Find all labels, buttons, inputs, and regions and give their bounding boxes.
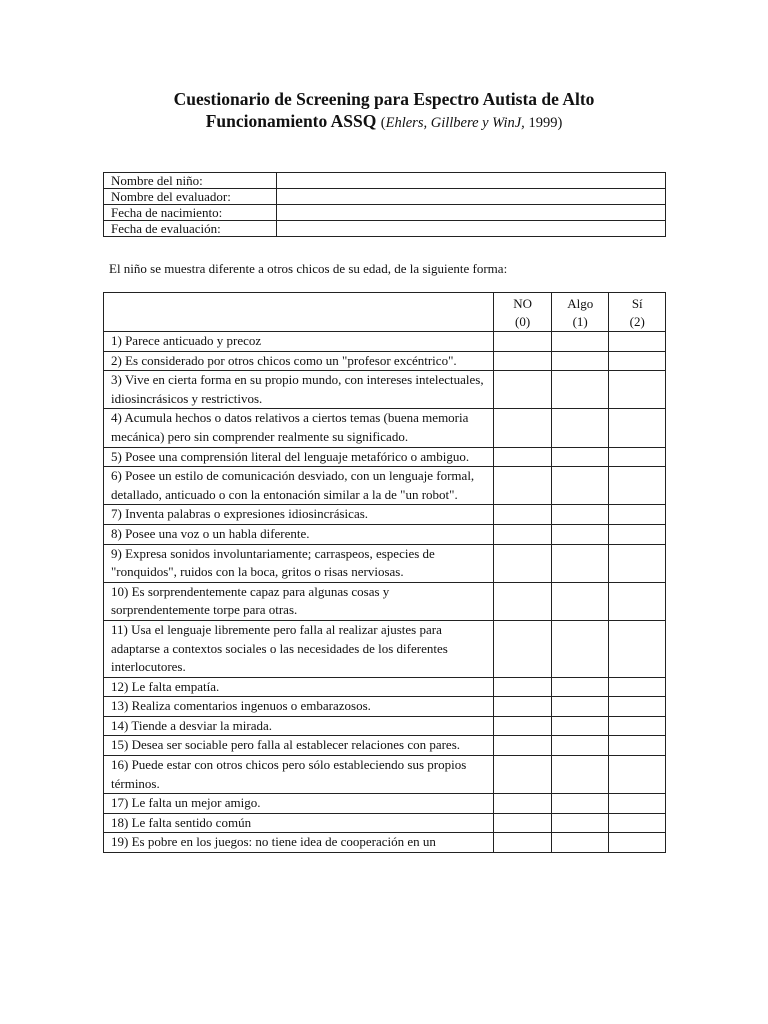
answer-cell-no[interactable] [494,736,552,756]
answer-cell-no[interactable] [494,677,552,697]
title-line-2 [0,110,768,134]
question-text: 13) Realiza comentarios ingenuos o embarazosos. [104,697,494,717]
info-row [104,205,666,221]
question-text: 12) Le falta empatía. [104,677,494,697]
question-row [104,332,666,352]
question-text: 19) Es pobre en los juegos: no tiene idea de cooperación en un [104,833,494,853]
question-row [104,736,666,756]
question-text: 10) Es sorprendentemente capaz para algunas cosas y sorprendentemente torpe para otras. [104,582,494,620]
answer-cell-si[interactable] [609,716,666,736]
info-value-field[interactable] [277,189,666,205]
question-text: 4) Acumula hechos o datos relativos a ciertos temas (buena memoria mecánica) pero sin comprender realmente su significado. [104,409,494,447]
answer-cell-no[interactable] [494,447,552,467]
answer-cell-algo[interactable] [551,409,609,447]
question-text: 16) Puede estar con otros chicos pero sólo estableciendo sus propios términos. [104,756,494,794]
answer-cell-si[interactable] [609,524,666,544]
citation-authors: Ehlers, Gillbere y WinJ, [385,115,525,131]
question-text: 1) Parece anticuado y precoz [104,332,494,352]
answer-cell-algo[interactable] [551,505,609,525]
answer-cell-si[interactable] [609,371,666,409]
document-title [0,88,768,134]
column-header-no: NO (0) [494,293,552,332]
answer-cell-algo[interactable] [551,544,609,582]
answer-cell-algo[interactable] [551,351,609,371]
answer-cell-no[interactable] [494,716,552,736]
answer-cell-no[interactable] [494,833,552,853]
answer-cell-algo[interactable] [551,467,609,505]
info-label: Nombre del evaluador: [104,189,277,205]
info-row [104,173,666,189]
question-text: 2) Es considerado por otros chicos como un "profesor excéntrico". [104,351,494,371]
answer-cell-si[interactable] [609,447,666,467]
answer-cell-si[interactable] [609,351,666,371]
answer-cell-algo[interactable] [551,833,609,853]
info-label: Fecha de evaluación: [104,221,277,237]
answer-cell-no[interactable] [494,524,552,544]
question-row [104,716,666,736]
question-text: 9) Expresa sonidos involuntariamente; carraspeos, especies de "ronquidos", ruidos con la boca, gritos o risas nerviosas. [104,544,494,582]
column-header-si: Sí (2) [609,293,666,332]
answer-cell-no[interactable] [494,467,552,505]
answer-cell-algo[interactable] [551,813,609,833]
answer-cell-no[interactable] [494,813,552,833]
answer-cell-algo[interactable] [551,736,609,756]
question-text: 14) Tiende a desviar la mirada. [104,716,494,736]
column-header-algo: Algo (1) [551,293,609,332]
info-value-field[interactable] [277,173,666,189]
question-text: 18) Le falta sentido común [104,813,494,833]
question-row [104,813,666,833]
answer-cell-algo[interactable] [551,620,609,677]
info-table [103,172,666,237]
answer-cell-algo[interactable] [551,794,609,814]
answer-cell-si[interactable] [609,736,666,756]
question-text: 15) Desea ser sociable pero falla al establecer relaciones con pares. [104,736,494,756]
question-header [104,293,494,332]
question-row [104,505,666,525]
answer-cell-no[interactable] [494,620,552,677]
answer-cell-si[interactable] [609,813,666,833]
question-row [104,524,666,544]
answer-cell-no[interactable] [494,582,552,620]
answer-cell-algo[interactable] [551,756,609,794]
answer-cell-algo[interactable] [551,677,609,697]
answer-cell-si[interactable] [609,697,666,717]
answer-cell-algo[interactable] [551,332,609,352]
question-row [104,833,666,853]
question-row [104,544,666,582]
answer-cell-si[interactable] [609,582,666,620]
answer-cell-no[interactable] [494,351,552,371]
info-row [104,221,666,237]
answer-cell-si[interactable] [609,332,666,352]
answer-cell-algo[interactable] [551,582,609,620]
answer-cell-no[interactable] [494,544,552,582]
table-header-row [104,293,666,332]
answer-cell-no[interactable] [494,371,552,409]
answer-cell-si[interactable] [609,505,666,525]
answer-cell-si[interactable] [609,833,666,853]
answer-cell-algo[interactable] [551,524,609,544]
answer-cell-no[interactable] [494,409,552,447]
info-value-field[interactable] [277,205,666,221]
answer-cell-no[interactable] [494,332,552,352]
answer-cell-no[interactable] [494,756,552,794]
answer-cell-no[interactable] [494,697,552,717]
question-row [104,351,666,371]
question-row [104,467,666,505]
answer-cell-si[interactable] [609,467,666,505]
title-citation: (Ehlers, Gillbere y WinJ, 1999) [380,115,563,131]
title-main: Funcionamiento ASSQ [205,111,377,131]
answer-cell-algo[interactable] [551,697,609,717]
info-label: Nombre del niño: [104,173,277,189]
question-text: 5) Posee una comprensión literal del lenguaje metafórico o ambiguo. [104,447,494,467]
question-text: 6) Posee un estilo de comunicación desviado, con un lenguaje formal, detallado, anticuado o con la entonación similar a la de "un robot". [104,467,494,505]
intro-text: El niño se muestra diferente a otros chicos de su edad, de la siguiente forma: [109,261,508,276]
answer-cell-si[interactable] [609,677,666,697]
answer-cell-si[interactable] [609,756,666,794]
question-row [104,620,666,677]
question-row [104,756,666,794]
question-text: 11) Usa el lenguaje libremente pero falla al realizar ajustes para adaptarse a contextos sociales o las necesidades de los diferentes interlocutores. [104,620,494,677]
questionnaire-table [103,292,666,853]
question-text: 3) Vive en cierta forma en su propio mundo, con intereses intelectuales, idiosincrásicos y restrictivos. [104,371,494,409]
question-text: 8) Posee una voz o un habla diferente. [104,524,494,544]
question-row [104,371,666,409]
question-row [104,447,666,467]
title-line-1: Cuestionario de Screening para Espectro Autista de Alto [173,89,595,109]
question-row [104,409,666,447]
answer-cell-algo[interactable] [551,371,609,409]
question-row [104,677,666,697]
answer-cell-algo[interactable] [551,447,609,467]
info-value-field[interactable] [277,221,666,237]
answer-cell-si[interactable] [609,409,666,447]
answer-cell-si[interactable] [609,794,666,814]
info-row [104,189,666,205]
question-text: 17) Le falta un mejor amigo. [104,794,494,814]
question-row [104,582,666,620]
question-row [104,697,666,717]
answer-cell-no[interactable] [494,505,552,525]
info-label: Fecha de nacimiento: [104,205,277,221]
question-text: 7) Inventa palabras o expresiones idiosincrásicas. [104,505,494,525]
answer-cell-si[interactable] [609,620,666,677]
answer-cell-si[interactable] [609,544,666,582]
answer-cell-no[interactable] [494,794,552,814]
answer-cell-algo[interactable] [551,716,609,736]
citation-year: 1999) [524,115,563,131]
question-row [104,794,666,814]
